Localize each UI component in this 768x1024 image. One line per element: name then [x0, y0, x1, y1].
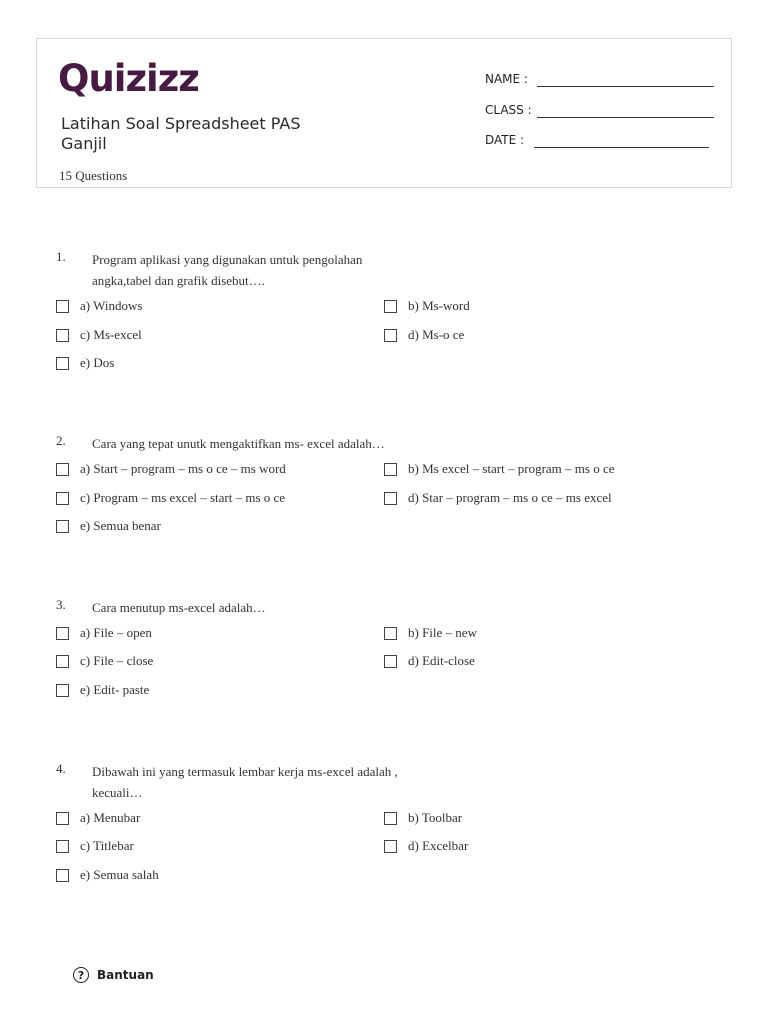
question-circle-icon: ?: [73, 967, 89, 983]
question-text: Dibawah ini yang termasuk lembar kerja ms-excel adalah , kecuali…: [92, 764, 398, 800]
date-label: DATE :: [485, 133, 525, 147]
question-number: 3.: [56, 597, 66, 612]
checkbox[interactable]: [384, 655, 397, 668]
checkbox[interactable]: [384, 492, 397, 505]
checkbox[interactable]: [384, 300, 397, 313]
date-field[interactable]: [534, 147, 709, 148]
question-number: 1.: [56, 249, 66, 264]
checkbox[interactable]: [56, 520, 69, 533]
quiz-title: Latihan Soal Spreadsheet PAS Ganjil: [61, 114, 301, 153]
checkbox[interactable]: [56, 812, 69, 825]
help-label: Bantuan: [97, 968, 154, 982]
class-field[interactable]: [537, 117, 714, 118]
quizizz-logo: Quizizz: [58, 57, 199, 100]
checkbox[interactable]: [56, 357, 69, 370]
name-label: NAME :: [485, 72, 528, 86]
checkbox[interactable]: [384, 627, 397, 640]
checkbox[interactable]: [56, 329, 69, 342]
checkbox[interactable]: [384, 329, 397, 342]
name-field[interactable]: [537, 86, 714, 87]
checkbox[interactable]: [56, 463, 69, 476]
checkbox[interactable]: [56, 684, 69, 697]
checkbox[interactable]: [384, 812, 397, 825]
question-text: Cara yang tepat unutk mengaktifkan ms- excel adalah…: [92, 436, 385, 451]
class-label: CLASS :: [485, 103, 532, 117]
quiz-header-card: [36, 38, 732, 188]
question-text: Program aplikasi yang digunakan untuk pengolahan angka,tabel dan grafik disebut….: [92, 252, 363, 288]
checkbox[interactable]: [56, 869, 69, 882]
checkbox[interactable]: [56, 655, 69, 668]
question-count: 15 Questions: [59, 168, 128, 183]
checkbox[interactable]: [56, 300, 69, 313]
question-text: Cara menutup ms-excel adalah…: [92, 600, 266, 615]
checkbox[interactable]: [56, 627, 69, 640]
checkbox[interactable]: [384, 840, 397, 853]
checkbox[interactable]: [56, 492, 69, 505]
checkbox[interactable]: [56, 840, 69, 853]
question-number: 2.: [56, 433, 66, 448]
checkbox[interactable]: [384, 463, 397, 476]
question-number: 4.: [56, 761, 66, 776]
